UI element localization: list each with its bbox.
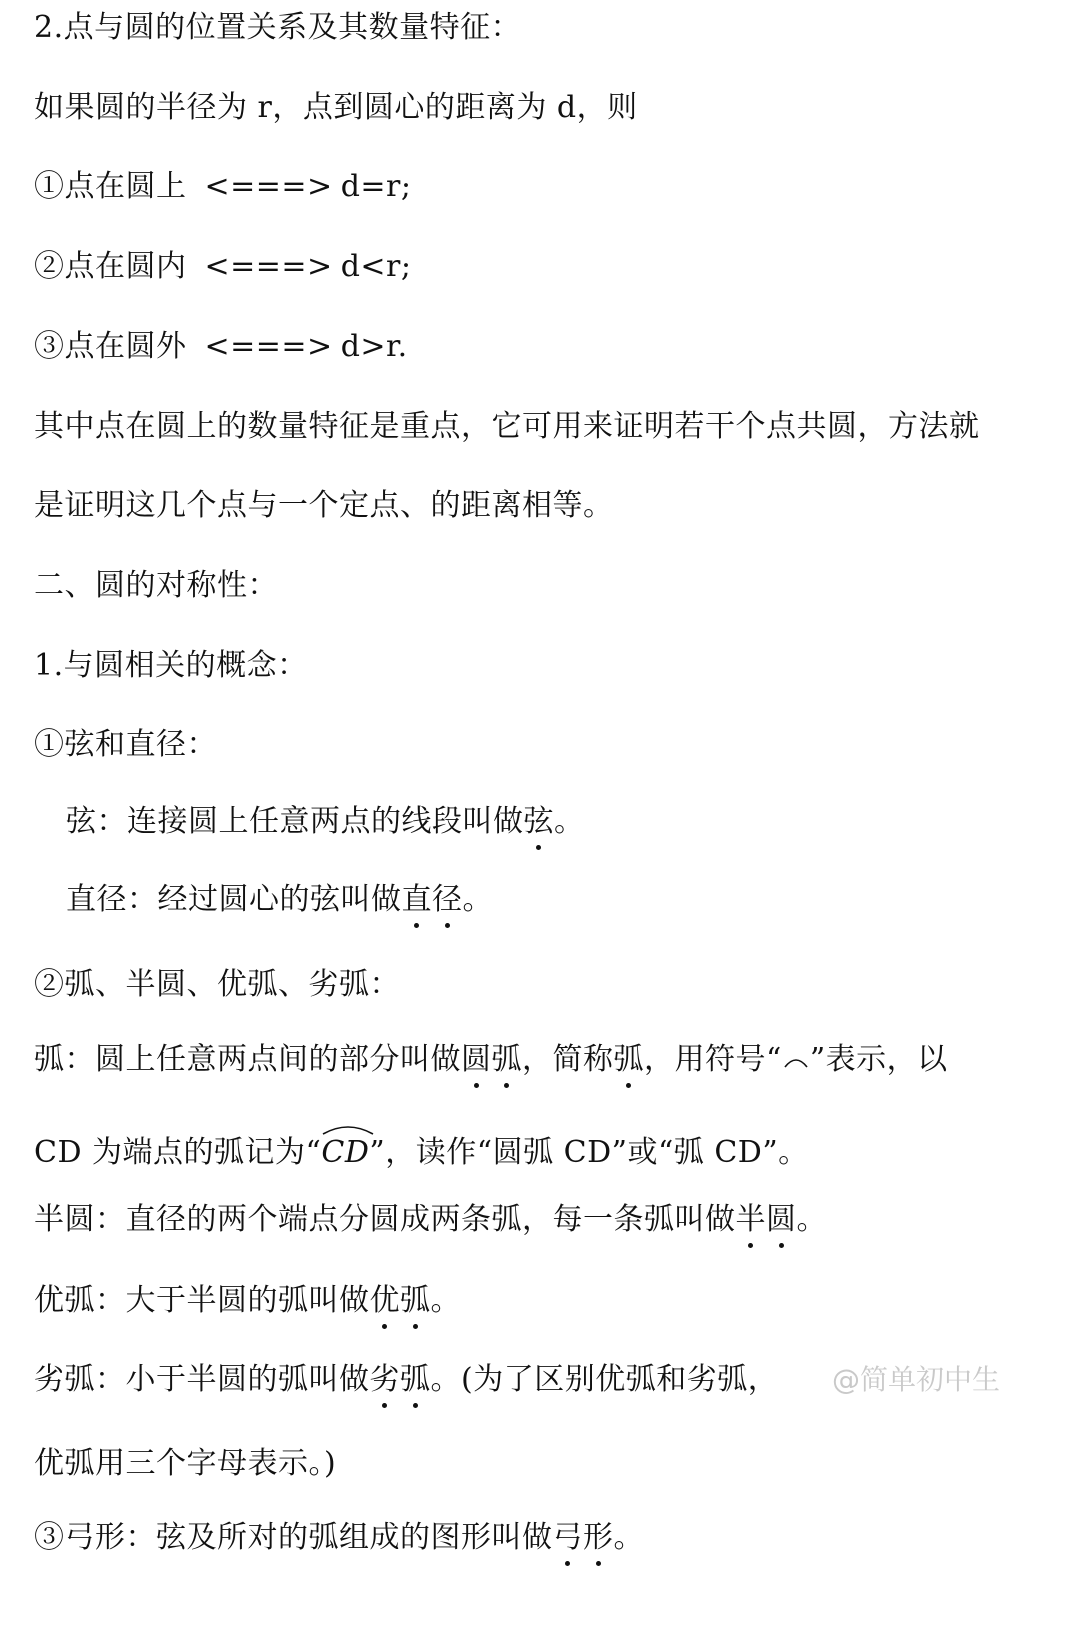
subheading-concepts: 1.与圆相关的概念：: [34, 648, 308, 683]
arc-cd-letters: CD: [321, 1135, 370, 1170]
emphasized-term: 弧: [614, 1040, 645, 1080]
equivalence-arrow: <===>: [204, 249, 333, 284]
relation-label: ③点在圆外: [34, 329, 187, 364]
emphasized-term: 弧: [400, 1281, 431, 1321]
definition-text: 直径：经过圆心的弦叫做: [66, 882, 402, 917]
equivalence-arrow: <===>: [204, 329, 333, 364]
paragraph-line-1: 其中点在圆上的数量特征是重点，它可用来证明若干个点共圆，方法就: [34, 409, 980, 444]
emphasized-term: 直: [402, 880, 433, 920]
relation-condition: d>r.: [340, 329, 408, 364]
punctuation: 。: [613, 1520, 644, 1555]
definition-major-arc: [34, 1281, 461, 1321]
punctuation: 。: [430, 1283, 461, 1318]
arc-notation-line: [34, 1133, 809, 1173]
definition-text: ”表示，以: [809, 1042, 948, 1077]
notation-text: CD 为端点的弧记为“: [34, 1135, 322, 1170]
emphasized-term: 半: [736, 1200, 767, 1240]
arc-symbol-icon: [782, 1050, 810, 1072]
definition-text: ，简称: [522, 1042, 614, 1077]
punctuation: 。: [796, 1202, 827, 1237]
emphasized-term: 优: [370, 1281, 401, 1321]
item-arcs: ②弧、半圆、优弧、劣弧：: [34, 967, 400, 1002]
definition-semicircle: [34, 1200, 827, 1240]
section-heading-symmetry: 二、圆的对称性：: [34, 568, 278, 603]
item-chord-diameter: ①弦和直径：: [34, 727, 217, 762]
paragraph-line-2: 是证明这几个点与一个定点、的距离相等。: [34, 488, 614, 523]
definition-minor-arc: [34, 1360, 778, 1400]
definition-text: 优弧：大于半圆的弧叫做: [34, 1283, 370, 1318]
relation-label: ①点在圆上: [34, 169, 187, 204]
definition-text: ③弓形：弦及所对的弧组成的图形叫做: [34, 1520, 553, 1555]
definition-text: ，用符号“: [644, 1042, 782, 1077]
relation-outside-circle: [34, 327, 408, 367]
intro-sentence: 如果圆的半径为 r，点到圆心的距离为 d，则: [34, 90, 638, 125]
emphasized-term: 圆: [766, 1200, 797, 1240]
minor-arc-note: 优弧用三个字母表示。): [34, 1446, 337, 1481]
punctuation: 。: [462, 882, 493, 917]
definition-text: 弦：连接圆上任意两点的线段叫做: [66, 804, 524, 839]
definition-text: 劣弧：小于半圆的弧叫做: [34, 1362, 370, 1397]
heading-point-circle-relation: 2.点与圆的位置关系及其数量特征：: [34, 10, 522, 45]
relation-inside-circle: [34, 247, 411, 287]
definition-text: 半圆：直径的两个端点分圆成两条弧，每一条弧叫做: [34, 1202, 736, 1237]
emphasized-term: 形: [583, 1518, 614, 1558]
arc-cd-notation: [321, 1133, 369, 1173]
definition-text: 弧：圆上任意两点间的部分叫做: [34, 1042, 461, 1077]
equivalence-arrow: <===>: [204, 169, 333, 204]
relation-label: ②点在圆内: [34, 249, 187, 284]
arc-overline-icon: [321, 1121, 375, 1137]
emphasized-term: 弧: [492, 1040, 523, 1080]
notation-text: ”，读作“圆弧 CD”或“弧 CD”。: [369, 1135, 809, 1170]
relation-condition: d=r;: [340, 169, 412, 204]
emphasized-term: 圆: [461, 1040, 492, 1080]
definition-segment: [34, 1518, 644, 1558]
definition-chord: [66, 802, 585, 842]
emphasized-term: 弓: [553, 1518, 584, 1558]
definition-diameter: [66, 880, 493, 920]
emphasized-term: 弧: [400, 1360, 431, 1400]
watermark: @简单初中生: [832, 1363, 1001, 1396]
emphasized-term: 弦: [524, 802, 555, 842]
definition-text: 。(为了区别优弧和劣弧，: [430, 1362, 779, 1397]
emphasized-term: 径: [432, 880, 463, 920]
punctuation: 。: [554, 804, 585, 839]
emphasized-term: 劣: [370, 1360, 401, 1400]
relation-condition: d<r;: [340, 249, 412, 284]
definition-arc: [34, 1040, 948, 1080]
relation-on-circle: [34, 167, 411, 207]
